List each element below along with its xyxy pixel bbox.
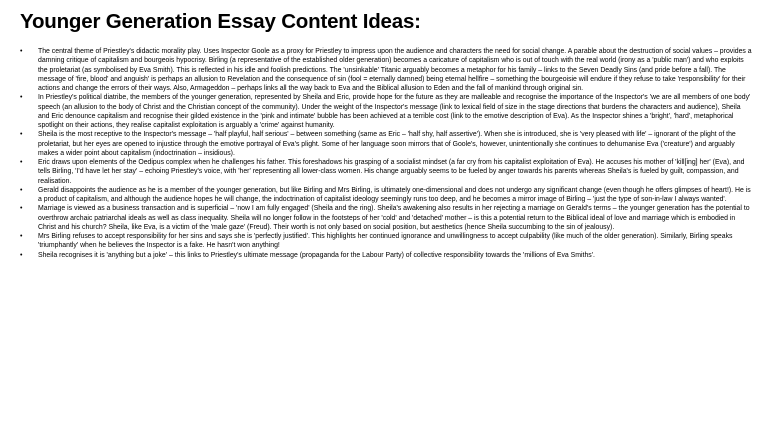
bullet-icon: • [20, 48, 23, 55]
list-item-text: Sheila recognises it is 'anything but a joke' – this links to Priestley's ultimate message (propaganda for the Labour Party) of collective responsibility towards the 'millions of Eva Smiths'. [38, 251, 595, 259]
bullet-icon: • [20, 131, 23, 139]
list-item [20, 232, 752, 251]
list-item [20, 47, 752, 93]
bullet-icon: • [20, 205, 23, 213]
list-item-text: Marriage is viewed as a business transaction and is superficial – 'now I am fully engaged' (Sheila and the ring). Sheila's awakening also results in her rejecting a marriage on Gerald's terms – the younger generation has the potential to overthrow archaic patriarchal ideals as well as class inequality. Sheila will no longer follow in the footsteps of her 'cold' and 'detached' mother – is this a potential return to the Biblical ideal of love and marriage which is embodied in Christ and his church? Sheila, like Eva, is a victim of the 'male gaze' (Freud). Their worth is not only based on social position, but aesthetics (hence Sheila succumbing to the sin of jealousy). [38, 205, 750, 231]
list-item-text: Mrs Birling refuses to accept responsibility for her sins and says she is 'perfectly justified'. This highlights her continued ignorance and unwillingness to accept culpability (like much of the older generation). Similarly, Birling speaks 'triumphantly' when he believes the Inspector is a fake. He hasn't won anything! [38, 233, 733, 250]
list-item-text: In Priestley's political diatribe, the members of the younger generation, represented by Sheila and Eric, provide hope for the future as they are malleable and recognise the importance of the Inspector's 'we are all members of one body' speech (an allusion to the body of Christ and the Christian concept of the community). Under the weight of the Inspector's message (link to lexical field of size in the stage directions that burdens the characters and audience), Sheila and Eric denounce capitalism and recognise their gilded existence in the 'pink and intimate' bubble has been achieved at a terrible cost (link to the emotive description of Eva). As the Inspector shines a 'bright', 'hard', metaphorical spotlight on their actions, they realise capitalist exploitation is arguably a 'crime' against humanity. [38, 94, 751, 129]
bullet-icon: • [20, 94, 23, 102]
list-item [20, 158, 752, 186]
list-item [20, 204, 752, 232]
list-item [20, 130, 752, 158]
list-item-text: Eric draws upon elements of the Oedipus complex when he challenges his father. This foreshadows his grasping of a socialist mindset (a far cry from his capitalist exploitation of Eva). He accuses his mother of 'kill[ing] her' (Eva), and tells Birling, 'I'd have let her stay' – echoing Priestley's voice, with 'her' representing all lower-class women. His change arguably seems to be fueled by anger towards his parents whereas Sheila's is fueled by guilt, compassion, and realisation. [38, 159, 745, 185]
list-item [20, 251, 752, 260]
bullet-icon: • [20, 251, 23, 259]
list-item [20, 93, 752, 130]
bullet-list [20, 47, 752, 260]
list-item [20, 186, 752, 205]
bullet-icon: • [20, 159, 23, 166]
bullet-icon: • [20, 186, 23, 194]
page-title: Younger Generation Essay Content Ideas: [20, 10, 421, 33]
list-item-text: The central theme of Priestley's didactic morality play. Uses Inspector Goole as a proxy for Priestley to impress upon the audience and characters the need for social change. A parable about the destruction of social values – provides a damning critique of capitalism and bourgeois hypocrisy. Birling (a representative of the established older generation) becomes a caricature of capitalism who is out of touch with the real world (irony as a 'public man') and who exploits the proletariat (as symbolised by Eva Smith). This is reflected in his idle and foolish predictions. The 'unsinkable' Titanic arguably becomes a metaphor for his family – links to the Seven Deadly Sins (and pride before a fall). The message of 'fire, blood' and anguish' is perhaps an allusion to Revelation and the consequence of sin (fool = eternally damned) being eternal hellfire – something the bourgeoisie will endure if they refuse to take 'responsibility' for their actions and change the errors of their ways. Also, Armageddon – perhaps links all the way back to Eva and the Biblical allusion to Eden and the fall of mankind through original sin. [38, 48, 752, 92]
list-item-text: Sheila is the most receptive to the Inspector's message – 'half playful, half serious' – between something (same as Eric – 'half shy, half assertive'). When she is introduced, she is 'very pleased with life' – ignorant of the plight of the proletariat, but her eyes are opened to injustice through the emotive portrayal of Eva's plight. Some of her language soon mirrors that of Goole's, however, unintentionally she continues to dehumanise Eva ('creature') and arguably makes a wider point about capitalism (indoctrination – insidious). [38, 131, 736, 157]
bullet-icon: • [20, 233, 23, 240]
list-item-text: Gerald disappoints the audience as he is a member of the younger generation, but like Birling and Mrs Birling, is ultimately one-dimensional and does not undergo any significant change (even though he offers glimpses of heart!). He is a product of capitalism, and although the audience hopes he will change, the indoctrination of capitalist ideology seemingly runs too deep, and he becomes a mirror image of Birling – 'just the type of son-in-law I always wanted'. [38, 186, 751, 203]
